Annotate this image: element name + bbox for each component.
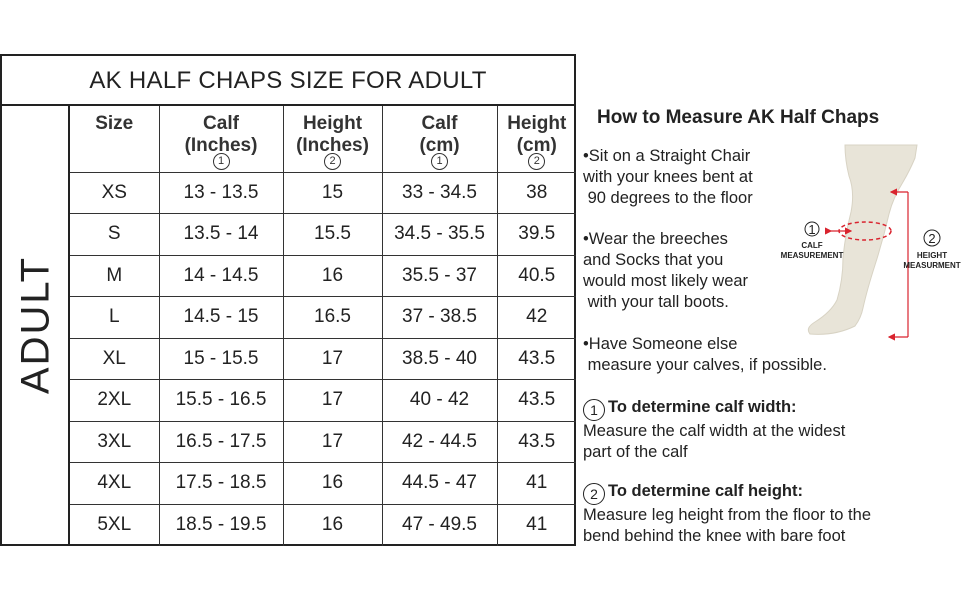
header-main: Size (95, 113, 134, 134)
cell-calf-inches: 15.5 - 16.5 (159, 380, 283, 422)
cell-calf-inches: 17.5 - 18.5 (159, 463, 283, 505)
table-row (70, 504, 576, 546)
tip-line: •Have Someone else (583, 335, 738, 353)
cell-size: M (70, 255, 159, 297)
cell-calf-inches: 13 - 13.5 (159, 172, 283, 214)
cell-height-inches: 15 (283, 172, 382, 214)
cell-calf-cm: 40 - 42 (382, 380, 497, 422)
size-chart (0, 54, 576, 546)
tip-line: •Sit on a Straight Chair (583, 147, 751, 165)
table-row (70, 421, 576, 463)
number-circle: 2 (324, 153, 341, 170)
step-title: To determine calf height: (608, 482, 803, 500)
calf-number: 1 (808, 222, 816, 237)
step-line: bend behind the knee with bare foot (583, 527, 846, 545)
cell-calf-cm: 42 - 44.5 (382, 421, 497, 463)
cell-height-cm: 39.5 (497, 214, 576, 256)
header-main: Height (507, 113, 567, 134)
cell-height-cm: 41 (497, 463, 576, 505)
cell-calf-cm: 44.5 - 47 (382, 463, 497, 505)
cell-size: S (70, 214, 159, 256)
tip-line: with your knees bent at (583, 168, 753, 186)
tip-line: •Wear the breeches (583, 230, 728, 248)
leg-illustration (775, 140, 970, 360)
header-calf-cm (382, 106, 497, 172)
calf-label-line: MEASUREMENT (780, 251, 844, 260)
cell-calf-cm: 33 - 34.5 (382, 172, 497, 214)
cell-height-inches: 15.5 (283, 214, 382, 256)
calf-label-line: CALF (801, 241, 823, 250)
cell-size: XL (70, 338, 159, 380)
table-row (70, 255, 576, 297)
cell-calf-inches: 14 - 14.5 (159, 255, 283, 297)
table-row (70, 338, 576, 380)
cell-height-inches: 16 (283, 504, 382, 546)
cell-height-inches: 16 (283, 255, 382, 297)
tip-breeches (583, 229, 748, 313)
chart-title: AK HALF CHAPS SIZE FOR ADULT (2, 56, 574, 106)
header-sub: (cm) (516, 135, 557, 156)
step-line: part of the calf (583, 443, 688, 461)
cell-height-cm: 43.5 (497, 380, 576, 422)
cell-calf-inches: 13.5 - 14 (159, 214, 283, 256)
step-calf-width (583, 397, 845, 463)
cell-size: 3XL (70, 421, 159, 463)
cell-height-cm: 43.5 (497, 421, 576, 463)
cell-height-cm: 40.5 (497, 255, 576, 297)
cell-calf-inches: 15 - 15.5 (159, 338, 283, 380)
cell-height-cm: 43.5 (497, 338, 576, 380)
step-line: Measure the calf width at the widest (583, 422, 846, 440)
cell-height-cm: 38 (497, 172, 576, 214)
step-title: To determine calf width: (608, 398, 797, 416)
table-row (70, 463, 576, 505)
cell-calf-cm: 47 - 49.5 (382, 504, 497, 546)
number-circle: 1 (583, 399, 605, 421)
header-sub: (Inches) (184, 135, 258, 156)
height-number: 2 (928, 231, 936, 246)
number-circle: 1 (431, 153, 448, 170)
cell-height-cm: 42 (497, 297, 576, 339)
header-main: Calf (203, 113, 239, 134)
header-size (70, 106, 159, 172)
cell-size: L (70, 297, 159, 339)
cell-height-inches: 17 (283, 421, 382, 463)
tip-line: measure your calves, if possible. (583, 356, 827, 374)
tip-line: would most likely wear (583, 272, 749, 290)
tip-chair (583, 146, 753, 209)
header-height-cm (497, 106, 576, 172)
cell-calf-inches: 14.5 - 15 (159, 297, 283, 339)
tip-line: with your tall boots. (583, 293, 729, 311)
header-sub: (Inches) (296, 135, 369, 156)
height-label-line: MEASURMENT (903, 261, 961, 270)
step-line: Measure leg height from the floor to the (583, 506, 871, 524)
cell-height-inches: 17 (283, 380, 382, 422)
header-height-inches (283, 106, 382, 172)
number-circle: 2 (583, 483, 605, 505)
cell-height-inches: 17 (283, 338, 382, 380)
cell-height-cm: 41 (497, 504, 576, 546)
cell-size: 4XL (70, 463, 159, 505)
cell-calf-inches: 18.5 - 19.5 (159, 504, 283, 546)
height-label-line: HEIGHT (916, 251, 948, 260)
howto-heading: How to Measure AK Half Chaps (597, 107, 880, 128)
table-row (70, 214, 576, 256)
cell-height-inches: 16.5 (283, 297, 382, 339)
table-row (70, 172, 576, 214)
cell-size: XS (70, 172, 159, 214)
cell-calf-cm: 35.5 - 37 (382, 255, 497, 297)
number-circle: 1 (213, 153, 230, 170)
cell-calf-cm: 34.5 - 35.5 (382, 214, 497, 256)
cell-calf-cm: 37 - 38.5 (382, 297, 497, 339)
cell-calf-cm: 38.5 - 40 (382, 338, 497, 380)
cell-height-inches: 16 (283, 463, 382, 505)
size-table (70, 106, 576, 546)
side-column (2, 106, 70, 544)
tip-line: 90 degrees to the floor (583, 189, 753, 207)
side-label: ADULT (13, 255, 58, 395)
header-sub: (cm) (419, 135, 460, 156)
cell-calf-inches: 16.5 - 17.5 (159, 421, 283, 463)
cell-size: 2XL (70, 380, 159, 422)
cell-size: 5XL (70, 504, 159, 546)
tip-line: and Socks that you (583, 251, 724, 269)
number-circle: 2 (528, 153, 545, 170)
step-calf-height (583, 481, 871, 547)
table-row (70, 380, 576, 422)
header-row (70, 106, 576, 172)
table-row (70, 297, 576, 339)
header-main: Calf (421, 113, 458, 134)
header-calf-inches (159, 106, 283, 172)
header-main: Height (302, 113, 363, 134)
